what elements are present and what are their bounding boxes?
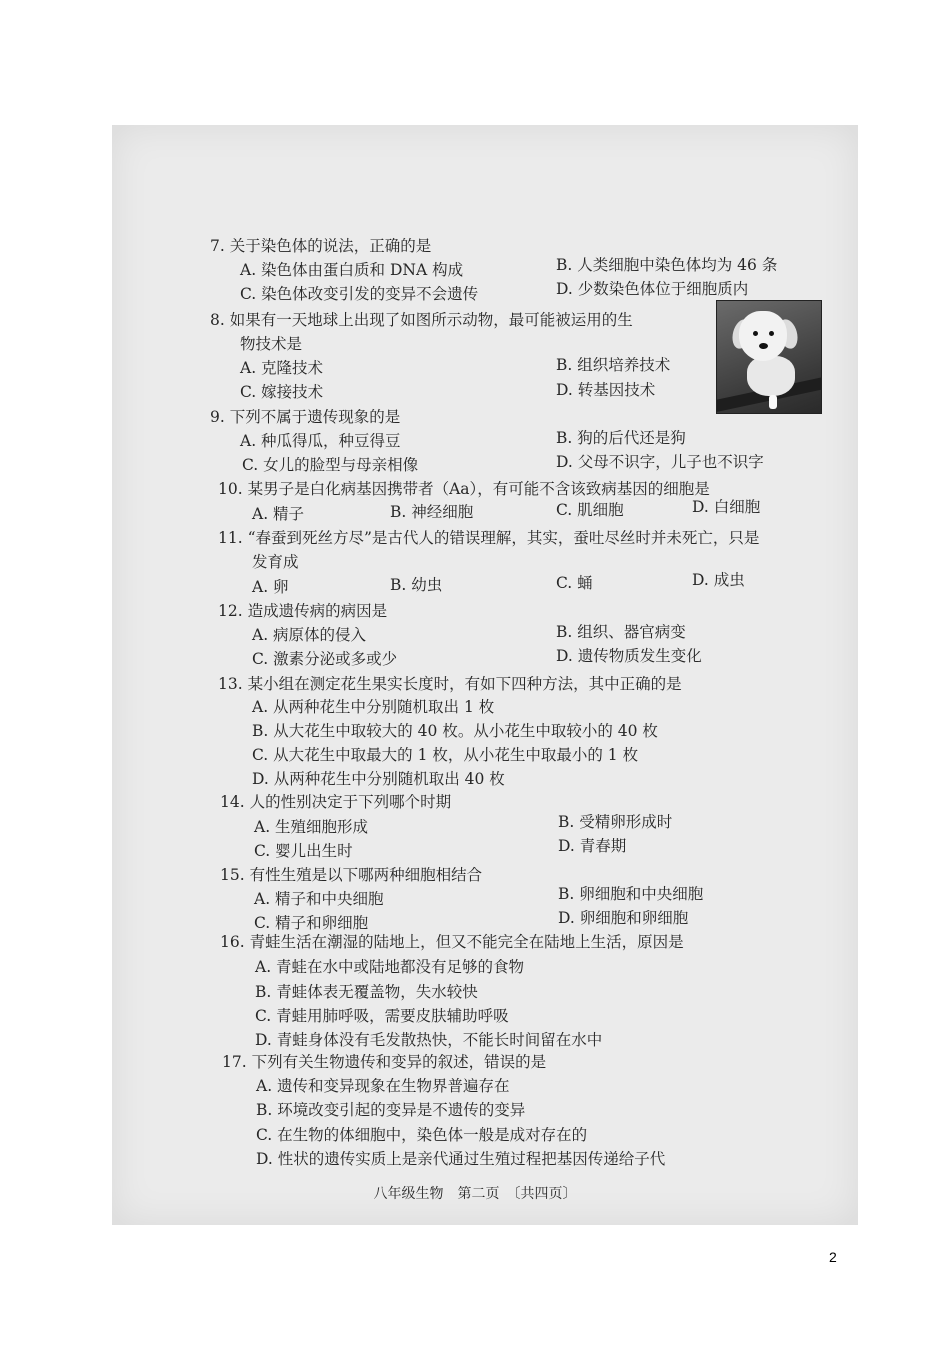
question-16-option-b: B. 青蛙体表无覆盖物，失水较快 <box>255 983 478 1001</box>
question-17-option-b: B. 环境改变引起的变异是不遗传的变异 <box>256 1101 526 1119</box>
question-17-option-a: A. 遗传和变异现象在生物界普遍存在 <box>256 1077 510 1095</box>
question-8-option-b: B. 组织培养技术 <box>556 356 671 374</box>
question-12-option-a: A. 病原体的侵入 <box>252 626 367 644</box>
question-11-option-b: B. 幼虫 <box>390 576 443 594</box>
question-14-option-d: D. 青春期 <box>558 837 627 855</box>
question-7-option-a: A. 染色体由蛋白质和 DNA 构成 <box>240 261 464 279</box>
question-15-stem: 15. 有性生殖是以下哪两种细胞相结合 <box>220 866 483 884</box>
question-8-stem-line1: 8. 如果有一天地球上出现了如图所示动物，最可能被运用的生 <box>210 311 633 329</box>
question-7-option-d: D. 少数染色体位于细胞质内 <box>556 280 749 298</box>
question-11-stem-line1: 11. “春蚕到死丝方尽”是古代人的错误理解，其实，蚕吐尽丝时并未死亡，只是 <box>218 529 760 547</box>
question-7-stem: 7. 关于染色体的说法，正确的是 <box>210 237 432 255</box>
question-11-option-c: C. 蛹 <box>556 574 593 592</box>
question-17-option-d: D. 性状的遗传实质上是亲代通过生殖过程把基因传递给子代 <box>256 1150 666 1168</box>
question-8-option-d: D. 转基因技术 <box>556 381 656 399</box>
question-12-stem: 12. 造成遗传病的病因是 <box>218 602 388 620</box>
question-11-stem-line2: 发育成 <box>252 553 299 571</box>
question-14-option-b: B. 受精卵形成时 <box>558 813 673 831</box>
question-9-option-b: B. 狗的后代还是狗 <box>556 429 686 447</box>
page-footer: 八年级生物 第二页 〔共四页〕 <box>373 1186 577 1202</box>
question-10-option-a: A. 精子 <box>252 505 305 523</box>
question-17-stem: 17. 下列有关生物遗传和变异的叙述，错误的是 <box>222 1053 547 1071</box>
question-16-option-a: A. 青蛙在水中或陆地都没有足够的食物 <box>255 958 525 976</box>
question-16-option-d: D. 青蛙身体没有毛发散热快，不能长时间留在水中 <box>255 1031 603 1049</box>
question-13-option-d: D. 从两种花生中分别随机取出 40 枚 <box>252 770 505 788</box>
question-9-option-a: A. 种瓜得瓜，种豆得豆 <box>240 432 401 450</box>
question-12-option-d: D. 遗传物质发生变化 <box>556 647 702 665</box>
question-17-option-c: C. 在生物的体细胞中，染色体一般是成对存在的 <box>256 1126 588 1144</box>
question-15-option-b: B. 卵细胞和中央细胞 <box>558 885 704 903</box>
question-15-option-d: D. 卵细胞和卵细胞 <box>558 909 689 927</box>
question-8-option-c: C. 嫁接技术 <box>240 383 324 401</box>
question-16-stem: 16. 青蛙生活在潮湿的陆地上，但又不能完全在陆地上生活，原因是 <box>220 933 684 951</box>
question-13-option-a: A. 从两种花生中分别随机取出 1 枚 <box>252 698 495 716</box>
question-14-option-c: C. 婴儿出生时 <box>254 842 353 860</box>
question-13-option-c: C. 从大花生中取最大的 1 枚，从小花生中取最小的 1 枚 <box>252 746 639 764</box>
question-14-option-a: A. 生殖细胞形成 <box>254 818 369 836</box>
question-11-option-d: D. 成虫 <box>692 571 745 589</box>
question-8-option-a: A. 克隆技术 <box>240 359 324 377</box>
question-10-option-b: B. 神经细胞 <box>390 503 474 521</box>
question-12-option-b: B. 组织、器官病变 <box>556 623 686 641</box>
question-7-option-c: C. 染色体改变引发的变异不会遗传 <box>240 285 479 303</box>
question-8-stem-line2: 物技术是 <box>240 335 303 353</box>
question-11-option-a: A. 卵 <box>252 578 289 596</box>
page-number: 2 <box>829 1249 837 1265</box>
question-9-option-d: D. 父母不识字，儿子也不识字 <box>556 453 764 471</box>
question-9-option-c: C. 女儿的脸型与母亲相像 <box>242 456 419 474</box>
question-10-option-c: C. 肌细胞 <box>556 501 624 519</box>
dog-on-branch-photo <box>716 300 822 414</box>
question-9-stem: 9. 下列不属于遗传现象的是 <box>210 408 401 426</box>
question-10-stem: 10. 某男子是白化病基因携带者（Aa），有可能不含该致病基因的细胞是 <box>218 480 710 498</box>
question-10-option-d: D. 白细胞 <box>692 498 761 516</box>
question-15-option-c: C. 精子和卵细胞 <box>254 914 369 932</box>
question-13-stem: 13. 某小组在测定花生果实长度时，有如下四种方法，其中正确的是 <box>218 675 682 693</box>
question-16-option-c: C. 青蛙用肺呼吸，需要皮肤辅助呼吸 <box>255 1007 509 1025</box>
question-15-option-a: A. 精子和中央细胞 <box>254 890 384 908</box>
question-12-option-c: C. 激素分泌或多或少 <box>252 650 398 668</box>
question-7-option-b: B. 人类细胞中染色体均为 46 条 <box>556 256 778 274</box>
question-14-stem: 14. 人的性别决定于下列哪个时期 <box>220 793 452 811</box>
question-13-option-b: B. 从大花生中取较大的 40 枚。从小花生中取较小的 40 枚 <box>252 722 658 740</box>
